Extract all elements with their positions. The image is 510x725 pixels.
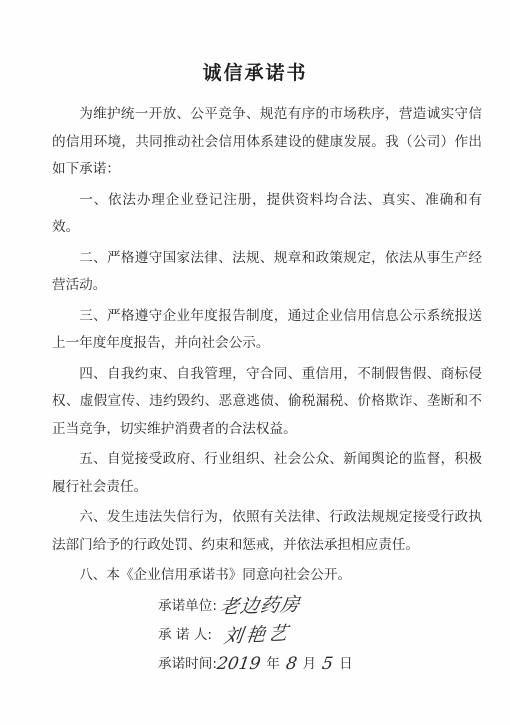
signature-person-row xyxy=(158,621,488,650)
day-char: 日 xyxy=(339,656,353,672)
unit-label: 承诺单位: xyxy=(158,598,217,614)
document-body xyxy=(52,101,482,593)
paragraph-item-3: 三、严格遵守企业年度报告制度，通过企业信用信息公示系统报送上一年度年度报告，并向社会公示。 xyxy=(52,307,482,351)
paragraph-item-4: 四、自我约束、自我管理，守合同、重信用，不制假售假、商标侵权、虚假宣传、违约毁约、恶意逃债、偷税漏税、价格欺诈、垄断和不正当竞争，切实维护消费者的合法权益。 xyxy=(52,365,482,437)
document-title: 诚信承诺书 xyxy=(202,62,308,84)
signature-date-row xyxy=(158,650,488,679)
person-label: 承 诺 人: xyxy=(158,627,213,643)
unit-handwritten-value: 老边药房 xyxy=(218,593,302,619)
paragraph-item-8: 八、本《企业信用承诺书》同意向社会公开。 xyxy=(79,567,352,583)
date-year-handwritten: 2019 xyxy=(215,654,262,674)
paragraph-item-6: 六、发生违法失信行为，依照有关法律、行政法规规定接受行政执法部门给予的行政处罚、约束和惩戒，并依法承担相应责任。 xyxy=(52,509,482,553)
paragraph-item-5: 五、自觉接受政府、行业组织、社会公众、新闻舆论的监督，积极履行社会责任。 xyxy=(52,451,482,495)
date-month-handwritten: 8 xyxy=(284,654,299,674)
paragraph-item-1: 一、依法办理企业登记注册，提供资料均合法、真实、准确和有效。 xyxy=(52,191,482,235)
date-label: 承诺时间: xyxy=(158,656,217,672)
person-handwritten-signature: 刘艳艺 xyxy=(222,622,292,648)
year-char: 年 xyxy=(266,656,280,672)
signature-unit-row xyxy=(158,592,488,621)
paragraph-item-2: 二、严格遵守国家法律、法规、规章和政策规定，依法从事生产经营活动。 xyxy=(52,249,482,293)
signature-block xyxy=(158,592,488,679)
paragraph-intro: 为维护统一开放、公平竞争、规范有序的市场秩序，营造诚实守信的信用环境，共同推动社会信用体系建设的健康发展。我（公司）作出如下承诺： xyxy=(52,106,482,177)
month-char: 月 xyxy=(302,656,317,672)
date-day-handwritten: 5 xyxy=(320,654,335,674)
